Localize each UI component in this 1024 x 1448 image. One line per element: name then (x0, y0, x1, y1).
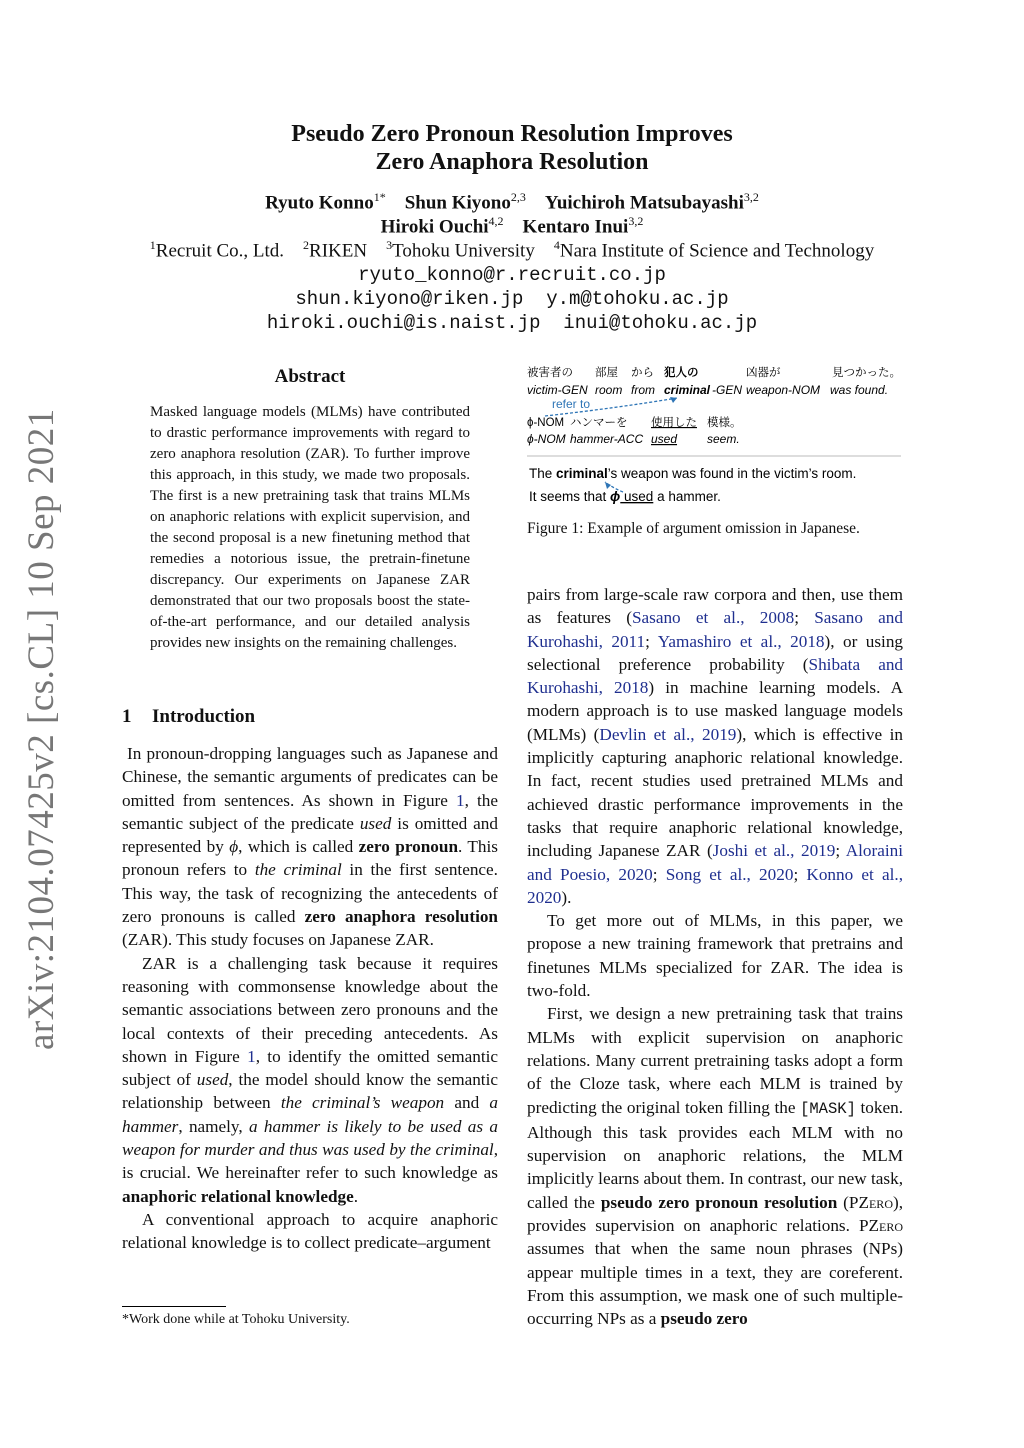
author-name: Hiroki Ouchi (380, 216, 489, 238)
figure-caption: Figure 1: Example of argument omission in Japanese. (527, 520, 860, 537)
refer-to-label: refer to (552, 397, 591, 411)
paragraph: A conventional approach to acquire anaphoric relational knowledge is to collect predicate–argument (122, 1209, 498, 1253)
authors-line-2 (0, 214, 1024, 238)
affil-mark: 3 (386, 238, 393, 252)
email-line-1[interactable]: ryuto_konno@r.recruit.co.jp (358, 264, 666, 286)
citation-link[interactable]: Sasano et al., 2008 (631, 608, 795, 628)
figure-ref-link[interactable]: 1 (456, 790, 465, 810)
author-name: Shun Kiyono (404, 192, 511, 214)
left-column (122, 742, 498, 1255)
paragraph: In pronoun-dropping languages such as Japanese and Chinese, the semantic arguments of predicates can be omitted from sentences. As shown in Figure 1, the semantic subject of the predicate used is omitted and represented by ϕ, which is called zero pronoun. This pronoun refers to the criminal in the first sentence. This way, the task of recognizing the antecedents of zero pronouns is called zero anaphora resolution (ZAR). This study focuses on Japanese ZAR. (122, 744, 498, 950)
jp-token: 犯人の (664, 367, 699, 379)
footnote-rule (122, 1306, 226, 1307)
author-name: Ryuto Konno (265, 192, 374, 214)
affil-mark: 1 (149, 238, 156, 252)
author-affil-mark: 2,3 (510, 190, 526, 204)
abstract-heading: Abstract (274, 366, 346, 387)
section-number: 1 (122, 706, 132, 727)
arxiv-stamp: arXiv:2104.07425v2 [cs.CL] 10 Sep 2021 (21, 408, 62, 1050)
paragraph: First, we design a new pretraining task that trains MLMs with explicit supervision on anaphoric relations. Many current pretraining tasks adopt a form of the Cloze task, where each MLM is trained by predicting the original token filling the [MASK] token. Although this task provides each MLM with no supervision on anaphoric relations, the MLM implicitly learns about them. In contrast, our new task, called the pseudo zero pronoun resolution (PZero), provides supervision on anaphoric relations. PZero assumes that when the same noun phrases (NPs) appear multiple times in a text, they are coreferent. From this assumption, we mask one of such multiple-occurring NPs as a pseudo zero (527, 1004, 904, 1329)
author-name: Kentaro Inui (522, 216, 629, 238)
paper-title (0, 120, 1024, 176)
affil-mark: 2 (303, 238, 310, 252)
section-heading (122, 706, 255, 728)
paragraph: To get more out of MLMs, in this paper, we propose a new training framework that pretrains and finetunes MLMs specialized for ZAR. The idea is two-fold. (527, 911, 903, 1001)
gloss-token: -GEN (712, 383, 742, 397)
section-title: Introduction (152, 706, 256, 727)
jp-token: ハンマーを (570, 417, 628, 429)
gloss-token: weapon-NOM (746, 383, 821, 397)
author-affil-mark: 4,2 (488, 214, 504, 228)
figure-ref-link[interactable]: 1 (247, 1046, 256, 1066)
citation-link[interactable]: Aloraini and Poesio, 2020 (527, 841, 903, 884)
authors-line-1 (0, 190, 1024, 214)
jp-token: 見つかった。 (832, 367, 901, 379)
refer-arrow-head (670, 397, 677, 403)
citation-link[interactable]: Shibata and Kurohashi, 2018 (527, 654, 904, 698)
figure-1-graphic (527, 364, 903, 514)
en-refer-arrow-head (605, 482, 611, 489)
affiliation: RIKEN (309, 240, 368, 262)
paragraph: ZAR is a challenging task because it requires reasoning with commonsense knowledge about the semantic associations between zero pronouns and the local contexts of their preceding antecedents. As shown in Figure 1, to identify the omitted semantic subject of used, the model should know the semantic relationship between the criminal’s weapon and a hammer, namely, a hammer is likely to be used as a weapon for murder and thus was used by the criminal, is crucial. We hereinafter refer to such knowledge as anaphoric relational knowledge. (122, 953, 499, 1206)
jp-token: から (631, 367, 654, 379)
affil-mark: 4 (553, 238, 560, 252)
title-line-2: Zero Anaphora Resolution (375, 149, 649, 175)
author-name: Yuichiroh Matsubayashi (544, 192, 744, 214)
citation-link[interactable]: Devlin et al., 2019 (599, 724, 737, 744)
english-sentence-2: It seems that ϕ used a hammer. (529, 489, 721, 504)
jp-token: 使用した (651, 417, 697, 429)
citation-link[interactable]: Konno et al., 2020 (527, 864, 904, 907)
author-affil-mark: 3,2 (628, 214, 644, 228)
abstract-text: Masked language models (MLMs) have contributed to drastic performance improvements with regard to zero anaphora resolution (ZAR). To further improve this approach, in this study, we made two proposals. The first is a new pretraining task that trains MLMs on anaphoric relations with explicit supervision, and the second proposal is a new finetuning method that remedies a notorious issue, the pretrain-finetune discrepancy. Our experiments on Japanese ZAR demonstrated that our two proposals boost the state-of-the-art performance, and our detailed analysis provides new insights on the remaining challenges. (150, 404, 470, 651)
citation-link[interactable]: Song et al., 2020 (665, 864, 794, 884)
gloss-token: hammer-ACC (570, 432, 644, 446)
footnote: *Work done while at Tohoku University. (122, 1312, 350, 1327)
jp-token: ϕ-NOM (527, 417, 565, 429)
title-line-1: Pseudo Zero Pronoun Resolution Improves (291, 121, 733, 147)
email-line-3[interactable]: hiroki.ouchi@is.naist.jp inui@tohoku.ac.jp (266, 312, 758, 334)
jp-token: 部屋 (595, 367, 618, 379)
citation-link[interactable]: Joshi et al., 2019 (712, 841, 836, 861)
gloss-token: victim-GEN (527, 383, 588, 397)
affiliation: Recruit Co., Ltd. (155, 240, 285, 262)
affiliations (0, 238, 1024, 262)
citation-link[interactable]: Sasano and Kurohashi, 2011 (527, 608, 903, 651)
jp-token: 模様。 (707, 417, 742, 429)
gloss-token: criminal (664, 383, 711, 397)
jp-token: 被害者の (527, 367, 573, 379)
citation-link[interactable]: Yamashiro et al., 2018 (657, 631, 825, 651)
affiliation: Nara Institute of Science and Technology (559, 240, 875, 262)
gloss-token: from (631, 383, 655, 397)
right-column (527, 583, 903, 1331)
english-sentence-1: The criminal’s weapon was found in the victim’s room. (529, 466, 857, 481)
email-line-2[interactable]: shun.kiyono@riken.jp y.m@tohoku.ac.jp (295, 288, 729, 310)
gloss-token: ϕ-NOM (527, 432, 566, 446)
author-affil-mark: 1* (373, 190, 386, 204)
author-affil-mark: 3,2 (743, 190, 759, 204)
gloss-token: was found. (830, 383, 889, 397)
gloss-token: seem. (707, 432, 740, 446)
gloss-token: room (595, 383, 623, 397)
jp-token: 凶器が (746, 367, 781, 379)
gloss-token: used (651, 432, 678, 446)
affiliation: Tohoku University (392, 240, 535, 262)
paragraph: pairs from large-scale raw corpora and then, use them as features (Sasano et al., 2008; Sasano and Kurohashi, 2011; Yamashiro et al., 2018), or using selectional preference probability (Shibata and Kurohashi, 2018) in machine learning models. A modern approach is to use masked language models (MLMs) (Devlin et al., 2019), which is effective in implicitly capturing anaphoric relational knowledge. In fact, recent studies used pretrained MLMs and achieved drastic performance improvements in the tasks that require anaphoric relational knowledge, including Japanese ZAR (Joshi et al., 2019; Aloraini and Poesio, 2020; Song et al., 2020; Konno et al., 2020). (527, 585, 904, 907)
